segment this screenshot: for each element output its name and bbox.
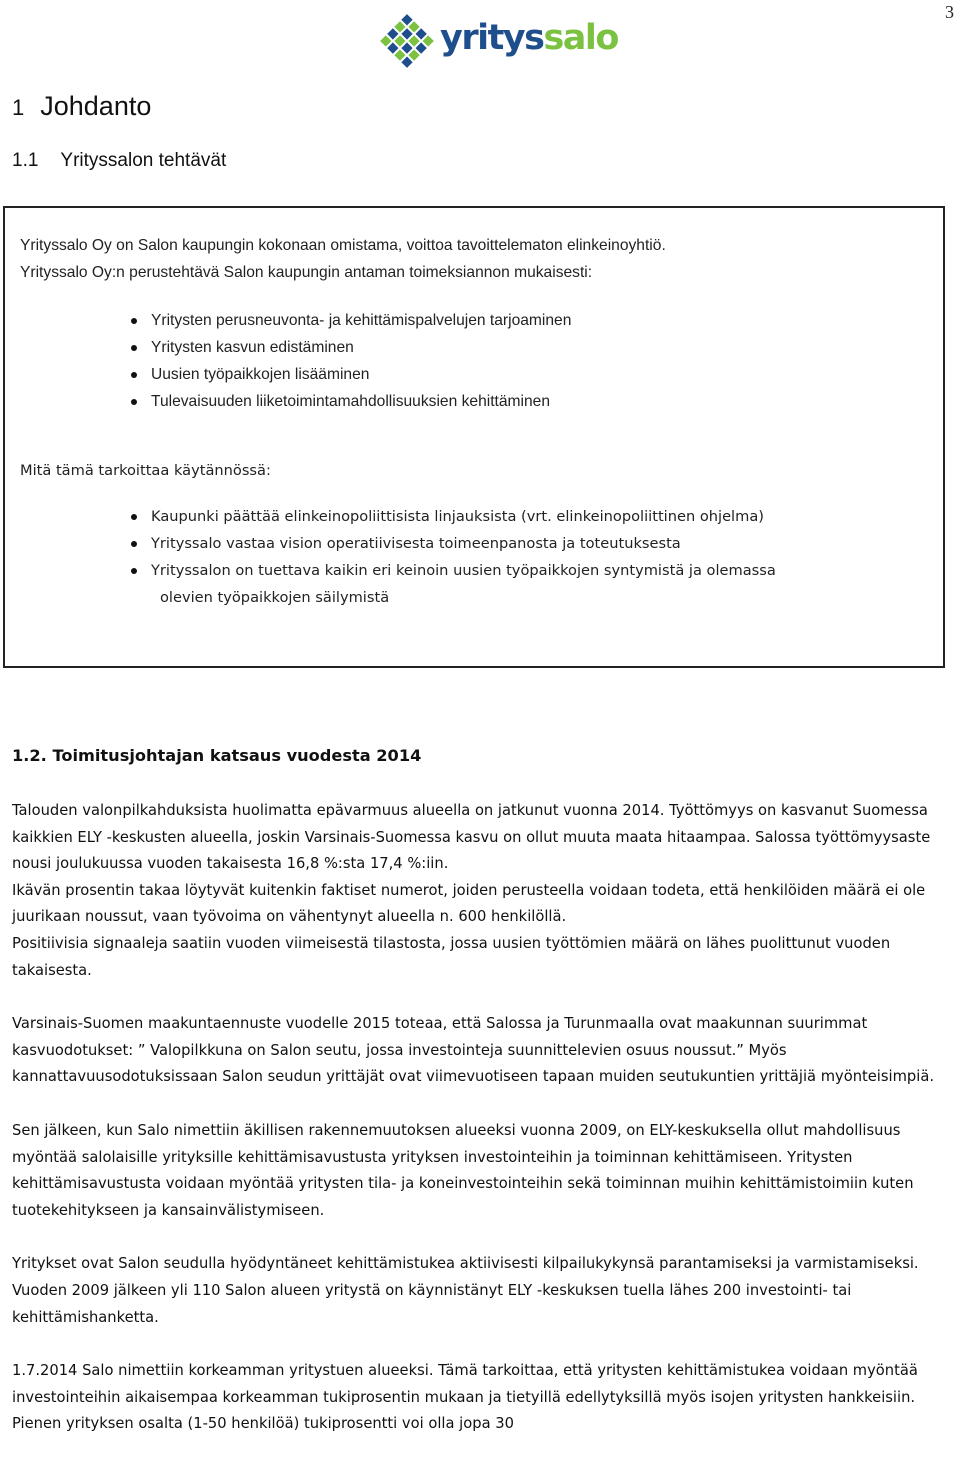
practice-intro: Mitä tämä tarkoittaa käytännössä:: [20, 462, 271, 479]
list-item: Yrityssalo vastaa vision operatiivisesta toimeenpanosta ja toteutuksesta: [20, 530, 950, 557]
heading2-number: 1.1: [12, 150, 39, 171]
tasks-box-content: [20, 232, 950, 611]
box-intro-line-1: Yrityssalo Oy on Salon kaupungin kokonaan omistama, voittoa tavoittelematon elinkeinoyhtiö.: [20, 237, 666, 254]
practice-list: [20, 503, 950, 611]
paragraph: Ikävän prosentin takaa löytyvät kuitenkin faktiset numerot, joiden perusteella voidaan todeta, että henkilöiden määrä ei ole juurikaan noussut, vaan työvoima on vähentynyt alueella n. 600 henkilöllä.: [12, 881, 926, 926]
box-intro-line-2: Yrityssalo Oy:n perustehtävä Salon kaupungin antaman toimeksiannon mukaisesti:: [20, 264, 593, 281]
list-item: Yrityssalon on tuettava kaikin eri keinoin uusien työpaikkojen syntymistä ja olemassa: [20, 557, 950, 584]
company-logo: [376, 10, 618, 72]
heading-johdanto: [12, 86, 151, 128]
logo-wordmark-part2: salo: [543, 18, 618, 58]
list-item-continuation: olevien työpaikkojen säilymistä: [160, 589, 390, 606]
list-item: Kaupunki päättää elinkeinopoliittisista linjauksista (vrt. elinkeinopoliittinen ohjelma): [20, 503, 950, 530]
list-item: Yritysten kasvun edistäminen: [20, 334, 950, 361]
paragraph: Varsinais-Suomen maakuntaennuste vuodelle 2015 toteaa, että Salossa ja Turunmaalla ovat maakunnan suurimmat kasvuodotukset: ” Valopilkkuna on Salon seutu, jossa investointeja suunnittelevien osuus noussut.” Myös kannattavuusodotuksissaan Salon seudun yrittäjät ovat viimevuotiseen tapaan muiden seutukuntien yrittäjiä myönteisimpiä.: [12, 1015, 934, 1086]
paragraph: Sen jälkeen, kun Salo nimettiin äkillisen rakennemuutoksen alueeksi vuonna 2009, on ELY-keskuksella ollut mahdollisuus myöntää salolaisille yrityksille kehittämisavustusta yrityksen investointeihin ja toiminnan kehittämiseen. Yritysten kehittämisavustusta voidaan myöntää yritysten tila- ja koneinvestointeihin sekä toiminnan muihin kehittämistoimiin kuten tuotekehitykseen ja kansainvälistymiseen.: [12, 1121, 914, 1219]
paragraph: Yritykset ovat Salon seudulla hyödyntäneet kehittämistukea aktiivisesti kilpailukykynsä parantamiseksi ja varmistamiseksi. Vuoden 2009 jälkeen yli 110 Salon alueen yritystä on käynnistänyt ELY -keskuksen tuella lähes 200 investointi- tai kehittämishanketta.: [12, 1255, 919, 1326]
heading1-number: 1: [12, 95, 25, 120]
heading-toimitusjohtajan-katsaus: 1.2. Toimitusjohtajan katsaus vuodesta 2014: [12, 746, 422, 765]
page-number: 3: [945, 2, 954, 22]
review-body: [12, 798, 956, 1438]
heading2-text: Yrityssalon tehtävät: [60, 150, 227, 171]
list-item: Uusien työpaikkojen lisääminen: [20, 361, 950, 388]
heading1-text: Johdanto: [40, 91, 152, 121]
tasks-list: [20, 307, 950, 415]
logo-mosaic-icon: [376, 10, 438, 72]
logo-wordmark: [440, 18, 618, 58]
heading-yrityssalon-tehtavat: [12, 148, 226, 174]
paragraph: Positiivisia signaaleja saatiin vuoden viimeisestä tilastosta, jossa uusien työttömien määrä on lähes puolittunut vuoden takaisesta.: [12, 934, 891, 979]
paragraph: Talouden valonpilkahduksista huolimatta epävarmuus alueella on jatkunut vuonna 2014. Työttömyys on kasvanut Suomessa kaikkien ELY -keskusten alueella, joskin Varsinais-Suomessa kasvu on ollut muuta maata hitaampaa. Salossa työttömyysaste nousi joulukuussa vuoden takaisesta 16,8 %:sta 17,4 %:iin.: [12, 802, 931, 873]
paragraph: 1.7.2014 Salo nimettiin korkeamman yritystuen alueeksi. Tämä tarkoittaa, että yritysten kehittämistukea voidaan myöntää investointeihin aikaisempaa korkeamman tukiprosentin mukaan ja tietyillä edellytyksillä myös isojen yritysten hankkeisiin. Pienen yrityksen osalta (1-50 henkilöä) tukiprosentti voi olla jopa 30: [12, 1362, 918, 1433]
list-item: Yritysten perusneuvonta- ja kehittämispalvelujen tarjoaminen: [20, 307, 950, 334]
logo-wordmark-part1: yritys: [440, 18, 544, 58]
list-item: Tulevaisuuden liiketoimintamahdollisuuksien kehittäminen: [20, 388, 950, 415]
